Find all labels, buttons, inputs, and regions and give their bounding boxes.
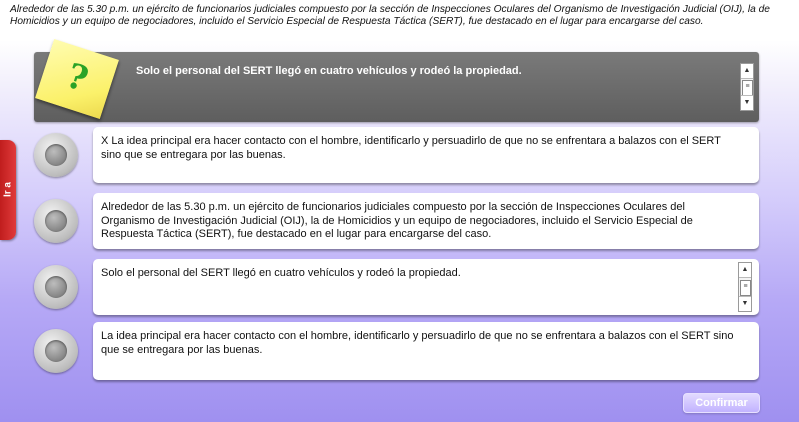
question-text: Solo el personal del SERT llegó en cuatro vehículos y rodeó la propiedad. bbox=[136, 65, 522, 77]
scroll-thumb[interactable]: ≡ bbox=[742, 80, 753, 96]
scroll-up-arrow-icon[interactable]: ▲ bbox=[739, 263, 751, 278]
radio-knob-icon bbox=[45, 210, 67, 232]
radio-knob-icon bbox=[45, 276, 67, 298]
intro-paragraph: Alrededor de las 5.30 p.m. un ejército de funcionarios judiciales compuesto por la sección de Inspecciones Oculares del Organismo de Investigación Judicial (OIJ), la de Homicidios y un equipo de negociadores, incluido el Servicio Especial de Respuesta Táctica (SERT), fue destacado en el lugar para encargarse del caso. bbox=[10, 4, 770, 27]
question-scrollbar[interactable] bbox=[740, 63, 754, 111]
answer-option-1[interactable] bbox=[34, 127, 759, 183]
scroll-down-arrow-icon[interactable]: ▼ bbox=[739, 296, 751, 311]
scroll-thumb[interactable]: ≡ bbox=[740, 280, 751, 296]
option-text-box[interactable] bbox=[93, 193, 759, 249]
option-text: X La idea principal era hacer contacto con el hombre, identificarlo y persuadirlo de que no se enfrentara a balazos con el SERT sino que se entregara por las buenas. bbox=[101, 135, 721, 161]
option-radio-knob[interactable] bbox=[34, 329, 78, 373]
option-radio-knob[interactable] bbox=[34, 265, 78, 309]
answer-option-4[interactable] bbox=[34, 322, 759, 380]
option-radio-knob[interactable] bbox=[34, 133, 78, 177]
question-panel bbox=[34, 52, 759, 122]
option-text: Solo el personal del SERT llegó en cuatro vehículos y rodeó la propiedad. bbox=[101, 267, 461, 279]
option-text-box[interactable] bbox=[93, 259, 759, 315]
go-to-tab-label: Ir a bbox=[2, 182, 14, 198]
option-scrollbar[interactable] bbox=[738, 262, 752, 312]
confirm-button[interactable]: Confirmar bbox=[683, 393, 760, 413]
option-text-box[interactable] bbox=[93, 322, 759, 380]
radio-knob-icon bbox=[45, 340, 67, 362]
option-radio-knob[interactable] bbox=[34, 199, 78, 243]
answer-option-2[interactable] bbox=[34, 193, 759, 249]
scroll-up-arrow-icon[interactable]: ▲ bbox=[741, 64, 753, 79]
option-text-box[interactable] bbox=[93, 127, 759, 183]
option-text: La idea principal era hacer contacto con el hombre, identificarlo y persuadirlo de que no se enfrentara a balazos con el SERT sino que se entregara por las buenas. bbox=[101, 330, 734, 356]
go-to-tab[interactable] bbox=[0, 140, 16, 240]
radio-knob-icon bbox=[45, 144, 67, 166]
scroll-down-arrow-icon[interactable]: ▼ bbox=[741, 95, 753, 110]
option-text: Alrededor de las 5.30 p.m. un ejército de funcionarios judiciales compuesto por la sección de Inspecciones Oculares del Organismo de Investigación Judicial (OIJ), la de Homicidios y un equipo de negociadores, incluido el Servicio Especial de Respuesta Táctica (SERT), fue destacado en el lugar para encargarse del caso. bbox=[101, 201, 693, 240]
answer-option-3[interactable] bbox=[34, 259, 759, 315]
question-mark-icon: ? bbox=[61, 55, 93, 101]
